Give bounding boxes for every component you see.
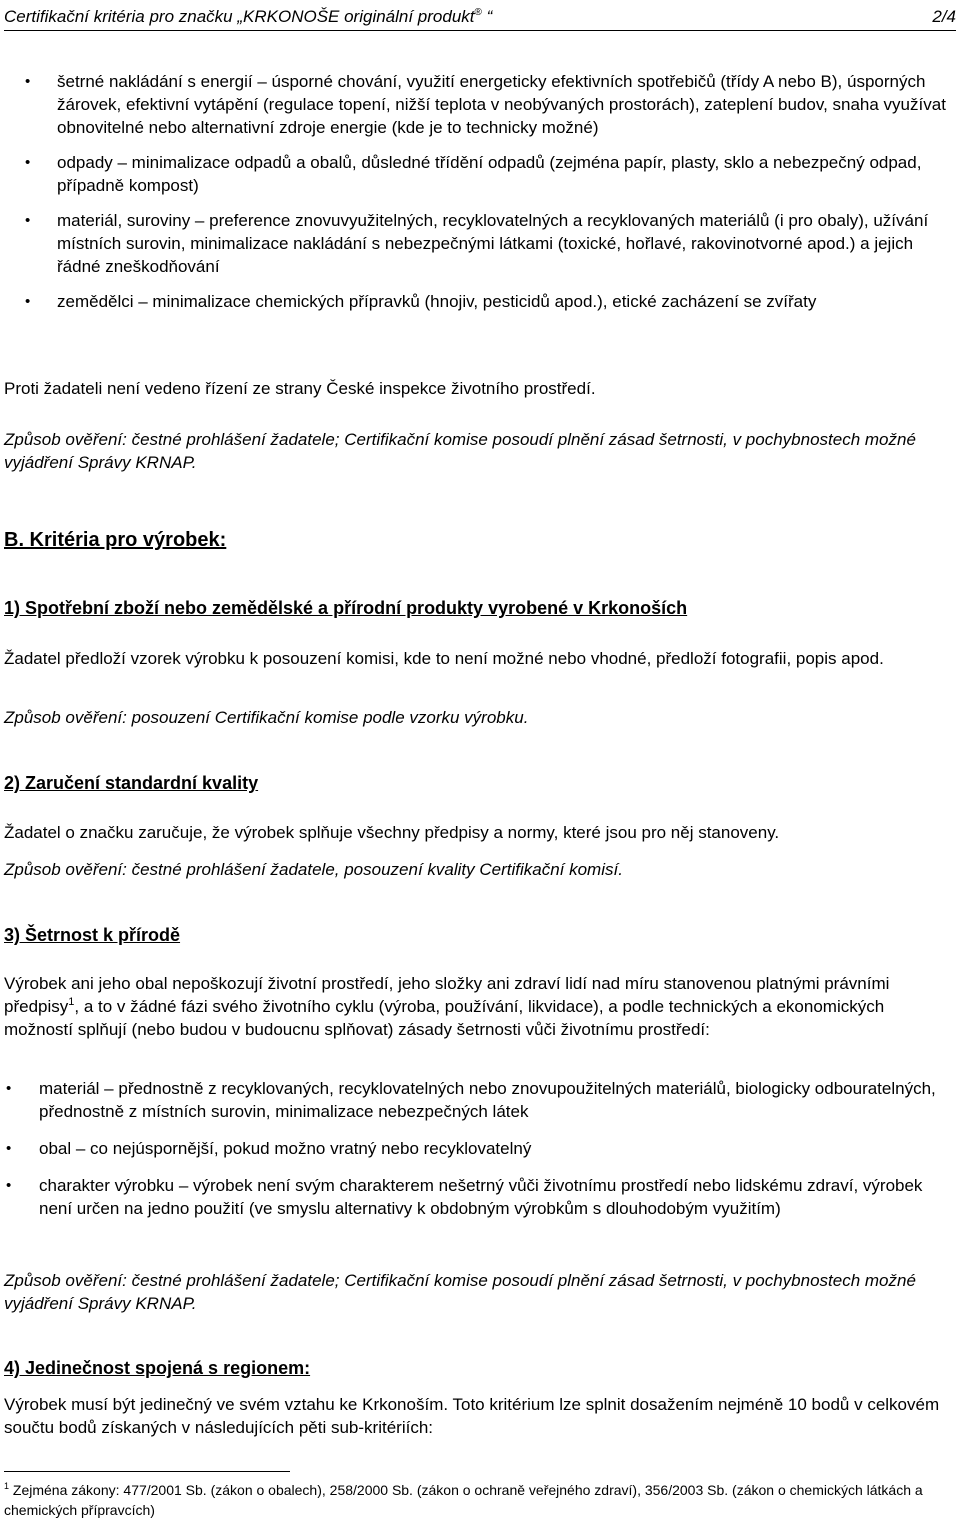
criterion-2-verification: Způsob ověření: čestné prohlášení žadatele, posouzení kvality Certifikační komisí.: [4, 860, 623, 879]
list-item: • odpady – minimalizace odpadů a obalů, důsledné třídění odpadů (zejména papír, plasty, sklo a nebezpečný odpad, případně kompost): [25, 153, 922, 195]
list-item: • materiál, suroviny – preference znovuvyužitelných, recyklovatelných a recyklovaných materiálů (i pro obaly), užívání místních surovin, minimalizace nakládání s nebezpečnými látkami (toxické, hořlavé, rakovinotvorné apod.) a jejich řádné zneškodňování: [25, 211, 929, 276]
criterion-3-heading: 3) Šetrnost k přírodě: [4, 925, 181, 945]
list-item: • šetrné nakládání s energií – úsporné chování, využití energeticky efektivních spotřebičů (třídy A nebo B), úsporných žárovek, efektivní vytápění (regulace topení, nižší teplota v neobývaných prostorách), zateplení budov, snaha využívat obnovitelné nebo alternativní zdroje energie (kde je to technicky možné): [25, 72, 946, 137]
criterion-1-verification: Způsob ověření: posouzení Certifikační komise podle vzorku výrobku.: [4, 708, 529, 727]
criterion-4-text: Výrobek musí být jedinečný ve svém vztahu ke Krkonoším. Toto kritérium lze splnit dosažením nejméně 10 bodů v celkovém součtu bodů získaných v následujících pěti sub-kritériích:: [4, 1395, 940, 1437]
document-title: Certifikační kritéria pro značku „KRKONOŠE originální produkt® “: [4, 7, 493, 26]
footnote-reference: 1: [68, 996, 75, 1008]
sustainability-bullet-list: [0, 70, 960, 313]
registered-trademark-icon: ®: [474, 7, 482, 18]
list-item: • zemědělci – minimalizace chemických přípravků (hnojiv, pesticidů apod.), etické zacházení se zvířaty: [25, 292, 817, 311]
criterion-2-heading: 2) Zaručení standardní kvality: [4, 773, 259, 793]
bullet-icon: •: [25, 293, 31, 310]
bullet-icon: •: [25, 212, 31, 229]
bullet-icon: •: [6, 1080, 12, 1097]
bullet-icon: •: [6, 1177, 12, 1194]
criterion-4-heading: 4) Jedinečnost spojená s regionem:: [4, 1358, 311, 1378]
criterion-2-text: Žadatel o značku zaručuje, že výrobek splňuje všechny předpisy a normy, které jsou pro něj stanoveny.: [4, 823, 780, 842]
page-header: [4, 4, 956, 31]
eco-principles-bullet-list: [0, 1077, 960, 1220]
page-number: 2/4: [932, 7, 956, 26]
list-item: • materiál – přednostně z recyklovaných, recyklovatelných nebo znovupoužitelných materiálů, biologicky odbouratelných, přednostně z místních surovin, minimalizace nebezpečných látek: [6, 1079, 936, 1121]
bullet-icon: •: [6, 1140, 12, 1157]
list-item: • charakter výrobku – výrobek není svým charakterem nešetrný vůči životnímu prostředí nebo lidskému zdraví, výrobek není určen na jedno použití (ve smyslu alternativy k obdobným výrobkům s dlouhodobým využitím): [6, 1176, 923, 1218]
bullet-icon: •: [25, 154, 31, 171]
verification-method: Způsob ověření: čestné prohlášení žadatele; Certifikační komise posoudí plnění zásad šetrnosti, v pochybnostech možné vyjádření Správy KRNAP.: [4, 430, 916, 472]
section-b-heading: B. Kritéria pro výrobek:: [4, 529, 227, 551]
list-item: • obal – co nejúspornější, pokud možno vratný nebo recyklovatelný: [6, 1139, 532, 1158]
footnote: $^1$ Zejména zákony: 477/2001 Sb. (zákon o obalech), 258/2000 Sb. (zákon o ochraně veřejného zdraví), 356/2003 Sb. (zákon o chemických látkách a chemických přípravcích): [4, 1481, 923, 1518]
footnote-separator: [4, 1471, 290, 1472]
criterion-1-heading: 1) Spotřební zboží nebo zemědělské a přírodní produkty vyrobené v Krkonoších: [4, 598, 688, 618]
criterion-3-text: Výrobek ani jeho obal nepoškozují životní prostředí, jeho složky ani zdraví lidí nad míru stanovenou platnými právními předpisy$^1$, a to v žádné fázi svého životního cyklu (výroba, používání, likvidace), a podle technických a ekonomických možností splňují (nebo budou v budoucnu splňovat) zásady šetrnosti vůči životnímu prostředí:: [4, 974, 890, 1039]
footnote-number: 1: [4, 1481, 10, 1491]
inspection-note: Proti žadateli není vedeno řízení ze strany České inspekce životního prostředí.: [4, 379, 596, 398]
criterion-3-verification: Způsob ověření: čestné prohlášení žadatele; Certifikační komise posoudí plnění zásad šetrnosti, v pochybnostech možné vyjádření Správy KRNAP.: [4, 1271, 916, 1313]
criterion-1-text: Žadatel předloží vzorek výrobku k posouzení komisi, kde to není možné nebo vhodné, předloží fotografii, popis apod.: [4, 649, 884, 668]
bullet-icon: •: [25, 73, 31, 90]
